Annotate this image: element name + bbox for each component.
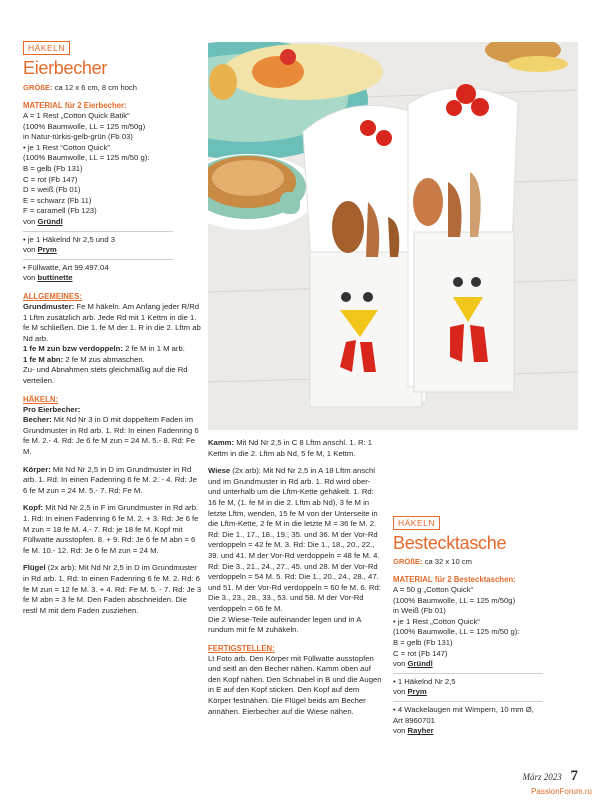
abnahme-paragraph: 1 fe M abn: 2 fe M zus abmaschen. xyxy=(23,354,145,364)
wiese-paragraph-2: Die 2 Wiese-Teile aufeinander legen und in A rundum mit fe M zuhäkeln. xyxy=(208,614,361,635)
zu-ab-paragraph: Zu- und Abnahmen stets gleichmäßig auf die Rd verteilen. xyxy=(23,365,188,386)
becher-paragraph: Becher: Mit Nd Nr 3 in D mit doppeltem Faden im Grundmuster in Rd arb. 1. Rd: In einen Fadenring 6 fe M. 2.- 4. Rd: Je 6 fe M zun = 24 M. 5.- 8. Rd: Fe M. xyxy=(23,415,199,457)
material-heading: MATERIAL für 2 Eierbecher: xyxy=(23,101,127,110)
material-line: A = 50 g „Cotton Quick“ xyxy=(393,585,474,594)
supplier-line: von Prym xyxy=(23,245,57,255)
allgemeines-heading: ALLGEMEINES: xyxy=(23,291,82,301)
size-line-2: GRÖßE: ca 32 x 10 cm xyxy=(393,557,472,566)
fluegel-paragraph: Flügel (2x arb): Mit Nd Nr 2,5 in D im Grundmuster in Rd arb. 1. Rd: In einen Fadenring 6 fe M. 2. Rd: 6 fe M zun = 12 fe M. 3. + 4. Rd: Fe M. 5. - 7. Rd: Je 3 fe M abn = 3 fe M. Den Faden abschneiden. Die restl M mit dem Faden zusziehen. xyxy=(23,563,202,615)
hook-line: • je 1 Häkelnd Nr 2,5 und 3 xyxy=(23,234,116,244)
supplier-line: von Rayher xyxy=(393,726,434,736)
fertigstellen-heading: FERTIGSTELLEN: xyxy=(208,643,275,653)
brand-gruendl-2: Gründl xyxy=(407,659,433,669)
supplier-line: von Gründl xyxy=(393,659,433,669)
material-line: A = 1 Rest „Cotton Quick Batik“ xyxy=(23,111,130,120)
brand-rayher: Rayher xyxy=(407,726,434,736)
haekeln-heading: HÄKELN: xyxy=(23,394,59,404)
material-line: • je 1 Rest “Cotton Quick” xyxy=(23,142,110,152)
watermark: PassionForum.ru xyxy=(531,787,592,796)
grundmuster-paragraph: Grundmuster: Fe M häkeln. Am Anfang jeder R/Rd 1 Lftm zusätzlich arb. Jede Rd mit 1 Kettm in die 1. fe M schließen. Die 1. fe M der 1. R in die 2. Lftm ab Nd arb. xyxy=(23,301,201,343)
material-heading-2: MATERIAL für 2 Bestecktaschen: xyxy=(393,575,516,584)
brand-prym-2: Prym xyxy=(407,687,427,697)
category-tag: HÄKELN xyxy=(23,41,70,55)
material-line: in Natur-türkis-gelb-grün (Fb 03) xyxy=(23,132,133,142)
eyes-line-2: Art 8960701 xyxy=(393,715,435,725)
category-tag-2: HÄKELN xyxy=(393,516,440,530)
material-line: C = rot (Fb 147) xyxy=(393,648,448,658)
left-column xyxy=(23,38,203,616)
project-title-2: Bestecktasche xyxy=(393,533,507,553)
material-list-2 xyxy=(393,585,573,737)
material-line: (100% Baumwolle, LL = 125 m/50 g): xyxy=(393,627,520,637)
material-line: (100% Baumwolle, LL = 125 m/50g) xyxy=(23,121,146,131)
material-line: B = gelb (Fb 131) xyxy=(393,637,453,647)
material-line: F = caramell (Fb 123) xyxy=(23,206,97,216)
size-line: GRÖßE: ca 12 x 6 cm, 8 cm hoch xyxy=(23,83,137,92)
hero-photo xyxy=(208,42,578,430)
material-line: in Weiß (Fb 01) xyxy=(393,606,446,616)
supplier-line: von Prym xyxy=(393,687,427,697)
right-column xyxy=(393,438,573,737)
brand-prym: Prym xyxy=(37,245,57,255)
material-line: • je 1 Rest „Cotton Quick“ xyxy=(393,616,480,626)
material-list xyxy=(23,111,203,284)
middle-column xyxy=(208,438,384,717)
magazine-issue: März 2023 xyxy=(522,772,562,782)
page-number: 7 xyxy=(570,768,578,784)
supplier-line: von Gründl xyxy=(23,216,63,226)
material-line: D = weiß (Fb 01) xyxy=(23,185,81,195)
hook-line-2: • 1 Häkelnd Nr 2,5 xyxy=(393,676,456,686)
wiese-paragraph: Wiese (2x arb): Mit Nd Nr 2,5 in A 18 Lftm anschl und im Grundmuster in Rd arb. 1. Rd wird ober- und unterhalb um die Lftm-Kette gehäkelt. 1. Rd: 16 fe M, (1. fe M in die 2. Lftm ab Nd), 3 fe M in letzte Lftm, wenden, 15 fe M von der Unterseite in die Lftm-Kette, 2 fe M in die letzte M = 36 fe M. 2. Rd: Die 1., 17., 18., 19., 35. und 36. M der Vor-Rd verdoppeln = 42 fe M. 3. Rd: Die 1., 18., 20., 22., 39. und 41. M der Vor-Rd verdoppeln = 48 fe M. 4. Rd: Die 3., 21., 24., 27., 45. und 28. M der Vor-Rd verdoppeln = 54 M. 5. Rd: Die 1., 20., 24., 28., 47. und 51. M der Vor-Rd verdoppeln = 60 fe M. 6. Rd: Die 3., 23., 28., 33., 53. und 58. M der Vor-Rd verdoppeln = 66 fe M. xyxy=(208,466,381,613)
supplier-line: von buttinette xyxy=(23,273,73,283)
material-line: C = rot (Fb 147) xyxy=(23,174,78,184)
pro-eierbecher-label: Pro Eierbecher: xyxy=(23,404,81,414)
material-line: E = schwarz (Fb 11) xyxy=(23,195,92,205)
photo-illustration xyxy=(208,42,578,430)
kopf-paragraph: Kopf: Mit Nd Nr 2,5 in F im Grundmuster in Rd arb. 1. Rd: In einen Fadenring 6 fe M. 2. + 3. Rd: Je 6 fe M zun = 18 fe M. 4.- 7. Rd: je 18 fe M. Kopf mit Füllwatte ausstopfen. 8. + 9. Rd: Je 6 fe M abn = 6 fe M. 10.- 12. Rd: Je 6 fe M zun = 24 M. xyxy=(23,503,199,555)
eyes-line: • 4 Wackelaugen mit Wimpern, 10 mm Ø, xyxy=(393,704,534,714)
koerper-paragraph: Körper: Mit Nd Nr 2,5 in D im Grundmuster in Rd arb. 1. Rd: In einen Fadenring 6 fe M. 2. - 4. Rd: Je 6 fe M zun = 24 M. 5.- 7. Rd: Fe M. xyxy=(23,464,197,495)
stuffing-line: • Füllwatte, Art 99.497.04 xyxy=(23,262,109,272)
material-line: (100% Baumwolle, LL = 125 m/50 g): xyxy=(23,153,150,163)
page-footer xyxy=(522,768,578,785)
fertigstellen-paragraph: Lt Foto arb. Den Körper mit Füllwatte ausstopfen und seitl an den Becher nähen. Kamm oben auf den Kopf nähen. Den Schnabel in B und die Augen in E auf den Kopf sticken. Den Kopf auf dem Körper festnähen. Die Flügel beids am Becher annähen. Eierbecher auf die Wiese nähen. xyxy=(208,653,382,716)
kamm-paragraph: Kamm: Mit Nd Nr 2,5 in C 8 Lftm anschl. 1. R: 1 Kettm in die 2. Lftm ab Nd, 5 fe M, 1 Kettm. xyxy=(208,438,373,458)
brand-gruendl: Gründl xyxy=(37,216,63,226)
brand-buttinette: buttinette xyxy=(37,273,73,283)
material-line: B = gelb (Fb 131) xyxy=(23,163,83,173)
project-title: Eierbecher xyxy=(23,58,108,78)
zunahme-paragraph: 1 fe M zun bzw verdoppeln: 2 fe M in 1 M arb. xyxy=(23,344,185,354)
material-line: (100% Baumwolle, LL = 125 m/50g) xyxy=(393,595,516,605)
